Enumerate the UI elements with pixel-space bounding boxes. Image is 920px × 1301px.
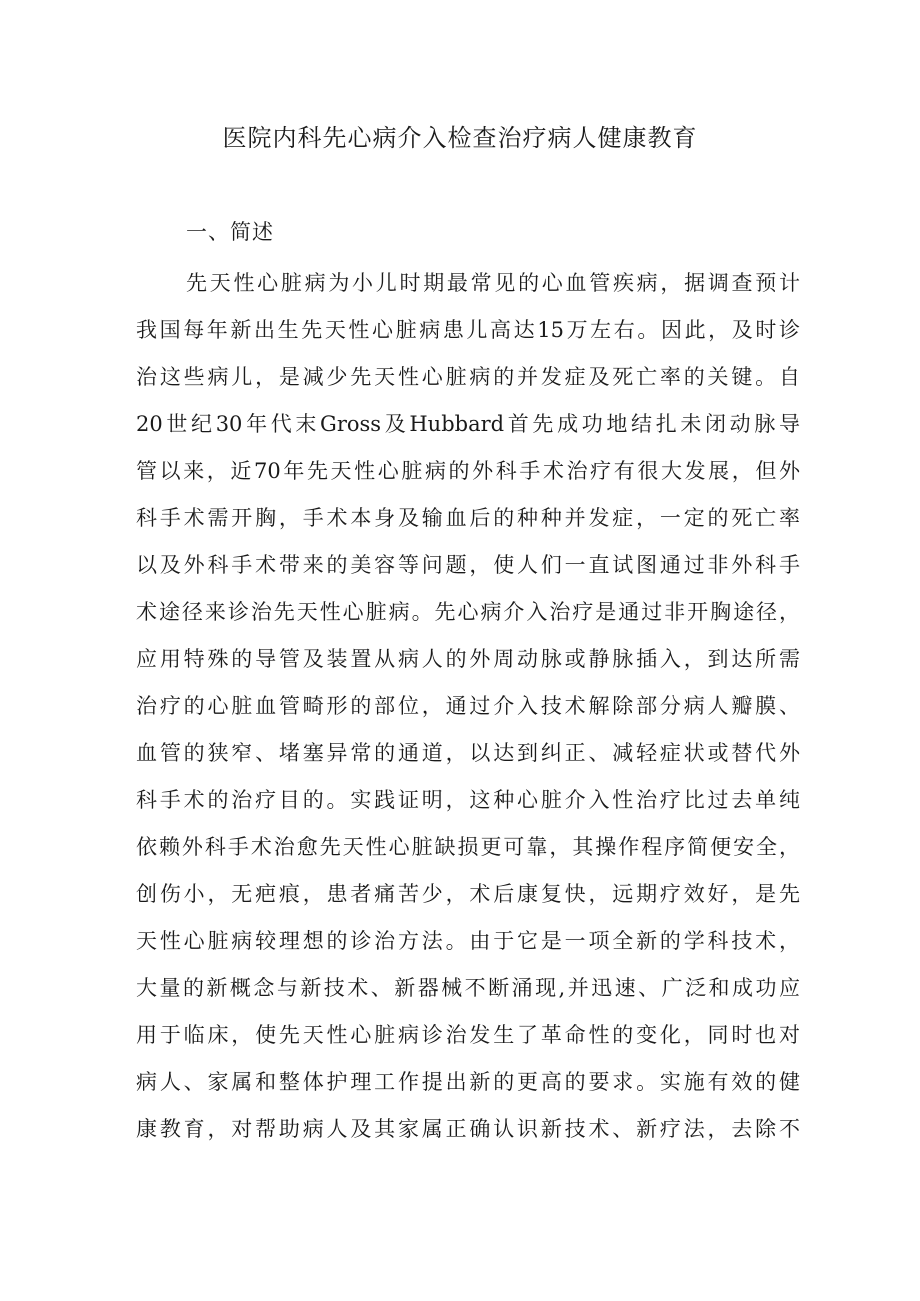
paragraph-line: 依赖外科手术治愈先天性心脏缺损更可靠，其操作程序简便安全， (136, 835, 800, 859)
paragraph-line: 血管的狭窄、堵塞异常的通道，以达到纠正、减轻症状或替代外 (136, 741, 800, 765)
paragraph-line: 20世纪30年代末Gross及Hubbard首先成功地结扎未闭动脉导 (136, 412, 800, 436)
paragraph-line: 术途径来诊治先天性心脏病。先心病介入治疗是通过非开胸途径， (136, 600, 800, 624)
document-title: 医院内科先心病介入检查治疗病人健康教育 (222, 124, 698, 152)
paragraph-line: 天性心脏病较理想的诊治方法。由于它是一项全新的学科技术， (136, 929, 800, 953)
paragraph-line: 康教育，对帮助病人及其家属正确认识新技术、新疗法，去除不 (136, 1117, 800, 1141)
paragraph-line: 管以来，近70年先天性心脏病的外科手术治疗有很大发展，但外 (136, 459, 800, 483)
paragraph-line: 以及外科手术带来的美容等问题，使人们一直试图通过非外科手 (136, 553, 800, 577)
paragraph-line: 先天性心脏病为小儿时期最常见的心血管疾病，据调查预计 (186, 271, 800, 295)
paragraph-line: 用于临床，使先天性心脏病诊治发生了革命性的变化，同时也对 (136, 1023, 800, 1047)
body-paragraph (136, 260, 800, 1153)
paragraph-line: 大量的新概念与新技术、新器械不断涌现,并迅速、广泛和成功应 (136, 976, 800, 1000)
paragraph-line: 治疗的心脏血管畸形的部位，通过介入技术解除部分病人瓣膜、 (136, 694, 800, 718)
paragraph-line: 我国每年新出生先天性心脏病患儿高达15万左右。因此，及时诊 (136, 318, 800, 342)
paragraph-line: 治这些病儿，是减少先天性心脏病的并发症及死亡率的关键。自 (136, 365, 800, 389)
paragraph-line: 科手术的治疗目的。实践证明，这种心脏介入性治疗比过去单纯 (136, 788, 800, 812)
paragraph-line: 科手术需开胸，手术本身及输血后的种种并发症，一定的死亡率 (136, 506, 800, 530)
paragraph-line: 病人、家属和整体护理工作提出新的更高的要求。实施有效的健 (136, 1070, 800, 1094)
paragraph-line: 创伤小，无疤痕，患者痛苦少，术后康复快，远期疗效好，是先 (136, 882, 800, 906)
paragraph-line: 应用特殊的导管及装置从病人的外周动脉或静脉插入，到达所需 (136, 647, 800, 671)
section-heading: 一、简述 (186, 220, 274, 244)
